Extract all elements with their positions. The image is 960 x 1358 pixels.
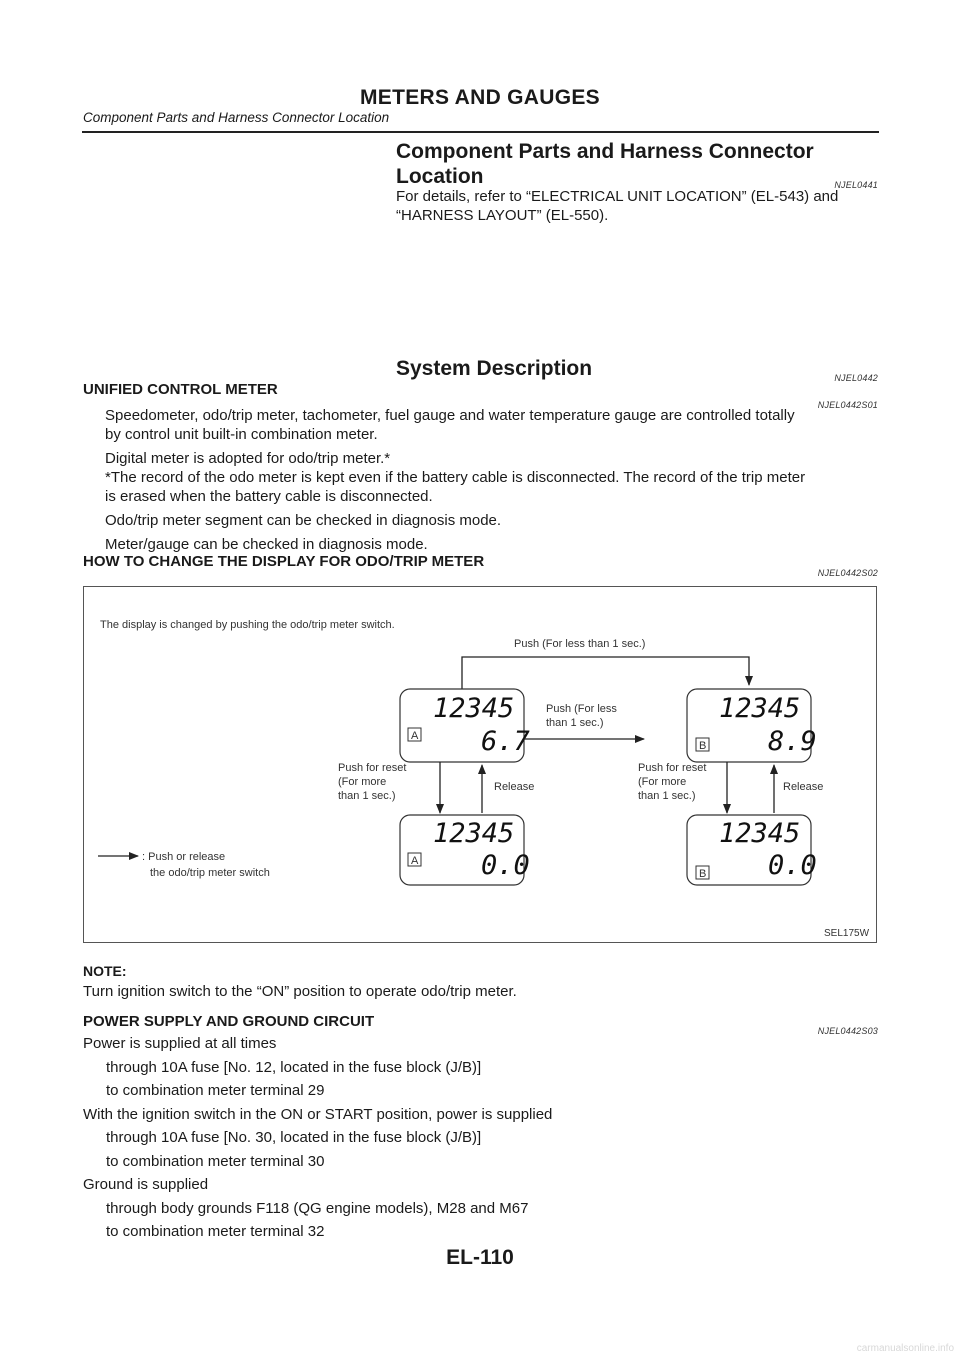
section-heading-line2: Location	[396, 165, 484, 188]
text-line: Speedometer, odo/trip meter, tachometer, fuel gauge and water temperature gauge are controlled totally	[105, 407, 795, 424]
text-line: Ground is supplied	[83, 1176, 209, 1193]
legend-label-2: the odo/trip meter switch	[150, 867, 270, 879]
unified-description	[105, 406, 880, 554]
text-line: through body grounds F118 (QG engine models), M28 and M67	[106, 1199, 529, 1217]
text-line: to combination meter terminal 29	[106, 1082, 325, 1099]
subheading-power-supply: POWER SUPPLY AND GROUND CIRCUIT	[83, 1013, 375, 1030]
section-code: NJEL0441	[834, 180, 878, 190]
trip-b-label: B	[699, 740, 707, 752]
release-label-b: Release	[783, 781, 824, 793]
page-header-subtitle: Component Parts and Harness Connector Location	[83, 110, 390, 125]
trip-b-reading: 8.9	[768, 726, 817, 757]
note-heading: NOTE:	[83, 963, 127, 979]
odo-reading: 12345	[433, 818, 515, 849]
text-line: With the ignition switch in the ON or START position, power is supplied	[83, 1105, 553, 1123]
text-line: through 10A fuse [No. 12, located in the fuse block (J/B)]	[106, 1058, 482, 1076]
text-line: *The record of the odo meter is kept even if the battery cable is disconnected. The record of the trip meter	[105, 469, 806, 486]
odo-trip-display-figure	[83, 586, 877, 943]
display-a-reset	[400, 815, 530, 885]
section-code: NJEL0442	[834, 373, 878, 383]
subsection-code: NJEL0442S02	[817, 568, 878, 578]
legend-label-1: : Push or release	[142, 851, 226, 863]
reset-label-a-3: than 1 sec.)	[338, 790, 396, 802]
push-loop-arrow	[462, 657, 749, 689]
subsection-code: NJEL0442S01	[817, 400, 878, 410]
text-line: to combination meter terminal 30	[106, 1152, 325, 1170]
text-line: For details, refer to “ELECTRICAL UNIT LOCATION” (EL-543) and	[396, 188, 839, 205]
subsection-code: NJEL0442S03	[817, 1026, 878, 1036]
section-text-component-parts	[396, 187, 838, 225]
release-label-a: Release	[494, 781, 535, 793]
trip-a-reading: 6.7	[481, 726, 530, 757]
reset-label-a-2: (For more	[338, 776, 387, 788]
subheading-how-to-change: HOW TO CHANGE THE DISPLAY FOR ODO/TRIP METER	[83, 553, 485, 570]
section-heading-line1: Component Parts and Harness Connector	[396, 140, 814, 163]
odo-reading: 12345	[433, 693, 515, 724]
section-heading-component-parts	[396, 139, 814, 189]
trip-a-label: A	[411, 730, 419, 742]
text-line: by control unit built-in combination meter.	[105, 426, 378, 443]
reset-label-b-1: Push for reset	[638, 762, 707, 774]
reset-label-b-2: (For more	[638, 776, 687, 788]
push-top-label: Push (For less than 1 sec.)	[514, 638, 646, 650]
text-line: Odo/trip meter segment can be checked in diagnosis mode.	[105, 512, 502, 529]
display-b-odo	[687, 689, 817, 762]
figure-code: SEL175W	[824, 928, 870, 939]
text-line: to combination meter terminal 32	[106, 1223, 325, 1240]
trip-a-reset-reading: 0.0	[481, 850, 530, 881]
push-mid-label-2: than 1 sec.)	[546, 717, 604, 729]
push-mid-label-1: Push (For less	[546, 703, 617, 715]
trip-a-label: A	[411, 855, 419, 867]
text-line: through 10A fuse [No. 30, located in the fuse block (J/B)]	[106, 1129, 482, 1146]
text-line: Digital meter is adopted for odo/trip meter.*	[105, 450, 391, 467]
odo-reading: 12345	[719, 818, 801, 849]
page-header-title: METERS AND GAUGES	[359, 86, 600, 109]
header-divider	[82, 131, 879, 133]
trip-b-reset-reading: 0.0	[768, 850, 817, 881]
trip-b-label: B	[699, 868, 707, 880]
note-text: Turn ignition switch to the “ON” position to operate odo/trip meter.	[83, 983, 517, 1000]
display-b-reset	[687, 815, 817, 885]
reset-label-a-1: Push for reset	[338, 762, 407, 774]
reset-label-b-3: than 1 sec.)	[638, 790, 696, 802]
text-line: is erased when the battery cable is disconnected.	[105, 488, 433, 505]
odo-trip-diagram	[84, 587, 876, 942]
display-a-odo	[400, 689, 530, 762]
figure-intro-text: The display is changed by pushing the odo/trip meter switch.	[100, 619, 395, 631]
text-line: “HARNESS LAYOUT” (EL-550).	[396, 207, 609, 224]
power-supply-description	[83, 1032, 552, 1244]
watermark: carmanualsonline.info	[856, 1343, 954, 1354]
text-line: Power is supplied at all times	[83, 1035, 277, 1052]
section-heading-system-description: System Description	[396, 357, 593, 380]
subheading-unified-control-meter: UNIFIED CONTROL METER	[83, 381, 278, 398]
page-number: EL-110	[446, 1246, 514, 1269]
text-line: Meter/gauge can be checked in diagnosis mode.	[105, 536, 428, 553]
odo-reading: 12345	[719, 693, 801, 724]
